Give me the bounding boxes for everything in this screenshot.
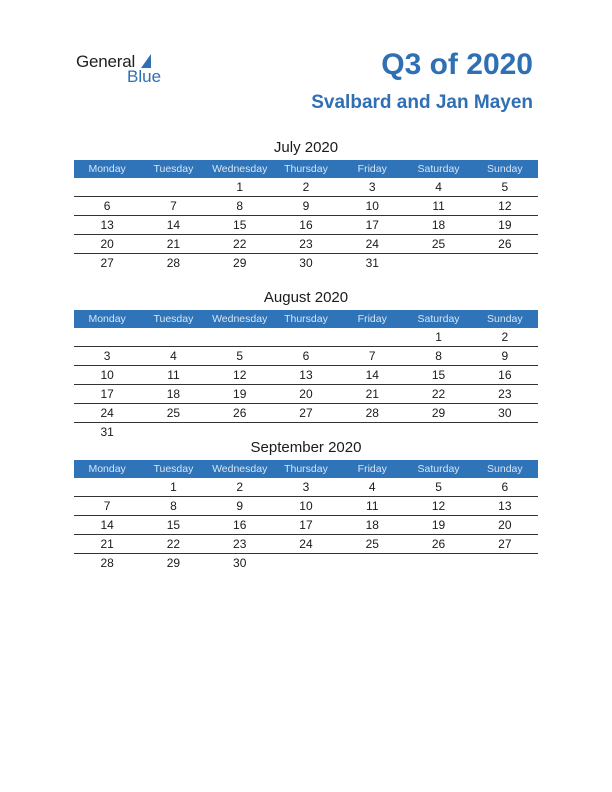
day-cell: 16	[299, 218, 313, 232]
day-cell: 19	[498, 218, 512, 232]
day-cell: 9	[236, 499, 244, 513]
day-cell: 27	[498, 537, 512, 551]
day-cell: 10	[365, 199, 379, 213]
day-cell: 27	[299, 406, 313, 420]
day-cell: 23	[233, 537, 247, 551]
day-cell: 29	[166, 556, 181, 570]
day-cell: 12	[233, 368, 247, 382]
day-cell: 25	[365, 537, 379, 551]
day-cell: 7	[170, 199, 177, 213]
day-cell: 6	[302, 349, 310, 363]
day-cell: 20	[498, 518, 512, 532]
day-cell: 4	[435, 180, 442, 194]
day-cell: 11	[366, 499, 379, 513]
weekday-header-row	[74, 460, 538, 478]
calendar-month-august	[74, 286, 538, 441]
day-cell: 31	[100, 425, 114, 439]
weekday-header-sunday: Sunday	[487, 463, 523, 475]
page-subtitle: Svalbard and Jan Mayen	[311, 92, 533, 113]
weekday-header-tuesday: Tuesday	[153, 163, 194, 175]
day-cell: 19	[431, 518, 446, 532]
day-cell: 11	[167, 368, 180, 382]
day-cell: 6	[103, 199, 111, 213]
generalblue-logo	[76, 52, 176, 88]
day-cell: 1	[170, 480, 177, 494]
day-cell	[273, 328, 339, 346]
day-cell: 17	[365, 218, 379, 232]
weekday-header-sunday: Sunday	[487, 163, 523, 175]
day-cell: 22	[431, 387, 446, 401]
day-cell: 2	[236, 480, 244, 494]
day-cell	[74, 178, 140, 196]
logo-text-general: General	[76, 52, 136, 71]
week-row	[74, 347, 538, 366]
day-cell: 24	[365, 237, 379, 251]
day-cell: 26	[498, 237, 512, 251]
week-row	[74, 516, 538, 535]
day-cell: 17	[299, 518, 313, 532]
day-cell: 22	[166, 537, 181, 551]
day-cell: 7	[103, 499, 111, 513]
day-cell: 31	[365, 256, 379, 270]
day-cell: 18	[365, 518, 379, 532]
month-title: August 2020	[263, 289, 349, 306]
day-cell: 13	[498, 499, 512, 513]
day-cell: 21	[365, 387, 379, 401]
day-cell	[207, 328, 273, 346]
day-cell: 2	[302, 180, 310, 194]
day-cell: 8	[236, 199, 244, 213]
day-cell: 4	[368, 480, 376, 494]
day-cell: 25	[431, 237, 446, 251]
day-cell: 5	[501, 180, 509, 194]
weekday-header-wednesday: Wednesday	[212, 163, 268, 175]
week-row	[74, 197, 538, 216]
weekday-header-friday: Friday	[357, 163, 387, 175]
day-cell: 5	[236, 349, 244, 363]
day-cell: 5	[435, 480, 442, 494]
day-cell: 26	[431, 537, 446, 551]
weekday-header-saturday: Saturday	[417, 313, 460, 325]
weekday-header-friday: Friday	[357, 313, 387, 325]
day-cell: 28	[365, 406, 379, 420]
weekday-header-wednesday: Wednesday	[212, 313, 268, 325]
weekday-header-saturday: Saturday	[417, 463, 460, 475]
day-cell: 14	[100, 518, 114, 532]
day-cell: 10	[299, 499, 313, 513]
day-cell: 3	[368, 180, 376, 194]
day-cell	[472, 554, 538, 572]
day-cell: 8	[435, 349, 442, 363]
day-cell	[405, 554, 471, 572]
day-cell: 28	[100, 556, 114, 570]
day-cell: 17	[100, 387, 114, 401]
week-row	[74, 254, 538, 272]
month-title: July 2020	[273, 139, 339, 156]
day-cell: 30	[299, 256, 313, 270]
day-cell	[74, 328, 140, 346]
day-cell: 7	[368, 349, 376, 363]
day-cell: 16	[233, 518, 247, 532]
day-cell	[472, 254, 538, 272]
weekday-header-saturday: Saturday	[417, 163, 460, 175]
day-cell: 12	[498, 199, 512, 213]
weekday-header-monday: Monday	[88, 313, 126, 325]
week-row	[74, 497, 538, 516]
day-cell: 22	[233, 237, 247, 251]
day-cell: 23	[299, 237, 313, 251]
day-cell: 12	[431, 499, 446, 513]
day-cell: 18	[166, 387, 181, 401]
day-cell: 15	[431, 368, 446, 382]
day-cell: 16	[498, 368, 512, 382]
day-cell: 3	[103, 349, 111, 363]
weekday-header-tuesday: Tuesday	[153, 463, 194, 475]
day-cell: 15	[166, 518, 181, 532]
day-cell: 3	[302, 480, 310, 494]
calendar-month-july	[74, 136, 538, 272]
day-cell: 4	[170, 349, 177, 363]
day-cell	[339, 328, 405, 346]
weekday-header-thursday: Thursday	[284, 463, 328, 475]
day-cell: 29	[431, 406, 446, 420]
day-cell: 1	[236, 180, 244, 194]
day-cell: 30	[498, 406, 512, 420]
day-cell: 14	[166, 218, 181, 232]
weekday-header-thursday: Thursday	[284, 163, 328, 175]
weekday-header-row	[74, 160, 538, 178]
weekday-header-friday: Friday	[357, 463, 387, 475]
week-row	[74, 554, 538, 572]
week-row	[74, 328, 538, 347]
day-cell: 29	[233, 256, 247, 270]
week-row	[74, 535, 538, 554]
day-cell: 27	[100, 256, 114, 270]
week-row	[74, 235, 538, 254]
day-cell: 25	[166, 406, 181, 420]
day-cell: 26	[233, 406, 247, 420]
day-cell	[140, 328, 206, 346]
day-cell	[405, 254, 471, 272]
day-cell: 30	[233, 556, 247, 570]
weekday-header-tuesday: Tuesday	[153, 313, 194, 325]
day-cell: 28	[166, 256, 181, 270]
month-title: September 2020	[250, 439, 362, 456]
day-cell: 21	[166, 237, 181, 251]
weekday-header-monday: Monday	[88, 163, 126, 175]
day-cell: 13	[299, 368, 313, 382]
day-cell: 20	[299, 387, 313, 401]
day-cell: 2	[501, 330, 509, 344]
day-cell	[339, 554, 405, 572]
weekday-header-row	[74, 310, 538, 328]
weekday-header-monday: Monday	[88, 463, 126, 475]
week-row	[74, 385, 538, 404]
day-cell: 24	[299, 537, 313, 551]
weekday-header-sunday: Sunday	[487, 313, 523, 325]
day-cell: 18	[431, 218, 446, 232]
day-cell	[273, 554, 339, 572]
week-row	[74, 178, 538, 197]
day-cell: 20	[100, 237, 114, 251]
day-cell: 24	[100, 406, 114, 420]
calendar-month-september	[74, 436, 538, 572]
day-cell: 21	[100, 537, 114, 551]
day-cell: 6	[501, 480, 509, 494]
week-row	[74, 478, 538, 497]
day-cell: 8	[170, 499, 177, 513]
day-cell: 14	[365, 368, 379, 382]
day-cell: 1	[435, 330, 442, 344]
day-cell: 10	[100, 368, 114, 382]
weekday-header-thursday: Thursday	[284, 313, 328, 325]
week-row	[74, 404, 538, 423]
page-title: Q3 of 2020	[381, 48, 533, 81]
week-row	[74, 216, 538, 235]
day-cell: 19	[233, 387, 247, 401]
day-cell: 23	[498, 387, 512, 401]
day-cell: 9	[302, 199, 310, 213]
day-cell: 9	[501, 349, 509, 363]
day-cell: 13	[100, 218, 114, 232]
logo-triangle-icon	[141, 54, 151, 68]
day-cell	[140, 178, 206, 196]
weekday-header-wednesday: Wednesday	[212, 463, 268, 475]
logo-text-blue: Blue	[127, 67, 162, 86]
day-cell	[74, 478, 140, 496]
day-cell: 15	[233, 218, 247, 232]
week-row	[74, 366, 538, 385]
day-cell: 11	[432, 199, 445, 213]
